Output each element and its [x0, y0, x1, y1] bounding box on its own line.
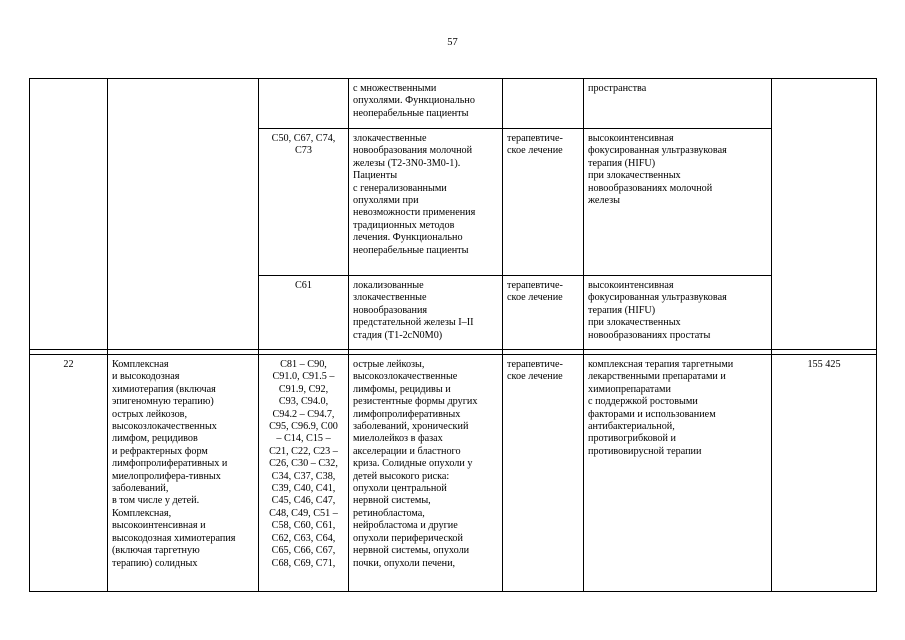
- care-name-cell: Комплексная и высокодозная химиотерапия (включая эпигеномную терапию) острых лейкозов, высокозлокачественных лимфом, рецидивов и рефрактерных форм лимфопролиферативных и миелопролифера-тивных заболеваний, в том числе у детей. Комплексная, высокоинтенсивная и высокодозная химиотерапия (включая таргетную терапию) солидных: [108, 355, 259, 592]
- treatment-type-cell: терапевтиче- ское лечение: [503, 129, 584, 276]
- treatment-type-cell: [503, 79, 584, 129]
- funding-norm-cell: 155 425: [772, 355, 877, 592]
- patient-model-cell: локализованные злокачественные новообразования предстательной железы I–II стадия (T1-2cN0M0): [349, 276, 503, 350]
- row-number-cell: 22: [30, 355, 108, 592]
- patient-model-cell: острые лейкозы, высокозлокачественные лимфомы, рецидивы и резистентные формы других лимфопролиферативных заболеваний, хронический миелолейкоз в фазах акселерации и бластного криза. Солидные опухоли у детей высокого риска: опухоли центральной нервной системы, ретинобластома, нейробластома и другие опухоли периферической нервной системы, опухоли почки, опухоли печени,: [349, 355, 503, 592]
- patient-model-cell: злокачественные новообразования молочной железы (T2-3N0-3M0-1). Пациенты с генерализованными опухолями при невозможности применения традиционных методов лечения. Функционально неоперабельные пациенты: [349, 129, 503, 276]
- treatment-method-cell: пространства: [584, 79, 772, 129]
- funding-norm-cell: [772, 79, 877, 350]
- table-row: [30, 79, 877, 129]
- icd-codes-cell: C81 – C90, C91.0, C91.5 – C91.9, C92, C93, C94.0, C94.2 – C94.7, C95, C96.9, C00 – C14, C15 – C21, C22, C23 – C26, C30 – C32, C34, C37, C38, C39, C40, C41, C45, C46, C47, C48, C49, C51 – C58, C60, C61, C62, C63, C64, C65, C66, C67, C68, C69, C71,: [259, 355, 349, 592]
- treatment-method-cell: высокоинтенсивная фокусированная ультразвуковая терапия (HIFU) при злокачественных новообразованиях простаты: [584, 276, 772, 350]
- icd-codes-cell: C61: [259, 276, 349, 350]
- care-name-cell: [108, 79, 259, 350]
- row-number-cell: [30, 79, 108, 350]
- treatment-type-cell: терапевтиче- ское лечение: [503, 355, 584, 592]
- medical-care-table: [29, 78, 877, 592]
- table-row: [30, 355, 877, 592]
- icd-codes-cell: [259, 79, 349, 129]
- treatment-method-cell: высокоинтенсивная фокусированная ультразвуковая терапия (HIFU) при злокачественных новообразованиях молочной железы: [584, 129, 772, 276]
- page-number: 57: [447, 37, 458, 48]
- treatment-type-cell: терапевтиче- ское лечение: [503, 276, 584, 350]
- icd-codes-cell: C50, C67, C74, C73: [259, 129, 349, 276]
- patient-model-cell: с множественными опухолями. Функционально неоперабельные пациенты: [349, 79, 503, 129]
- treatment-method-cell: комплексная терапия таргетными лекарственными препаратами и химиопрепаратами с поддержкой ростовыми факторами и использованием антибактериальной, противогрибковой и противовирусной терапии: [584, 355, 772, 592]
